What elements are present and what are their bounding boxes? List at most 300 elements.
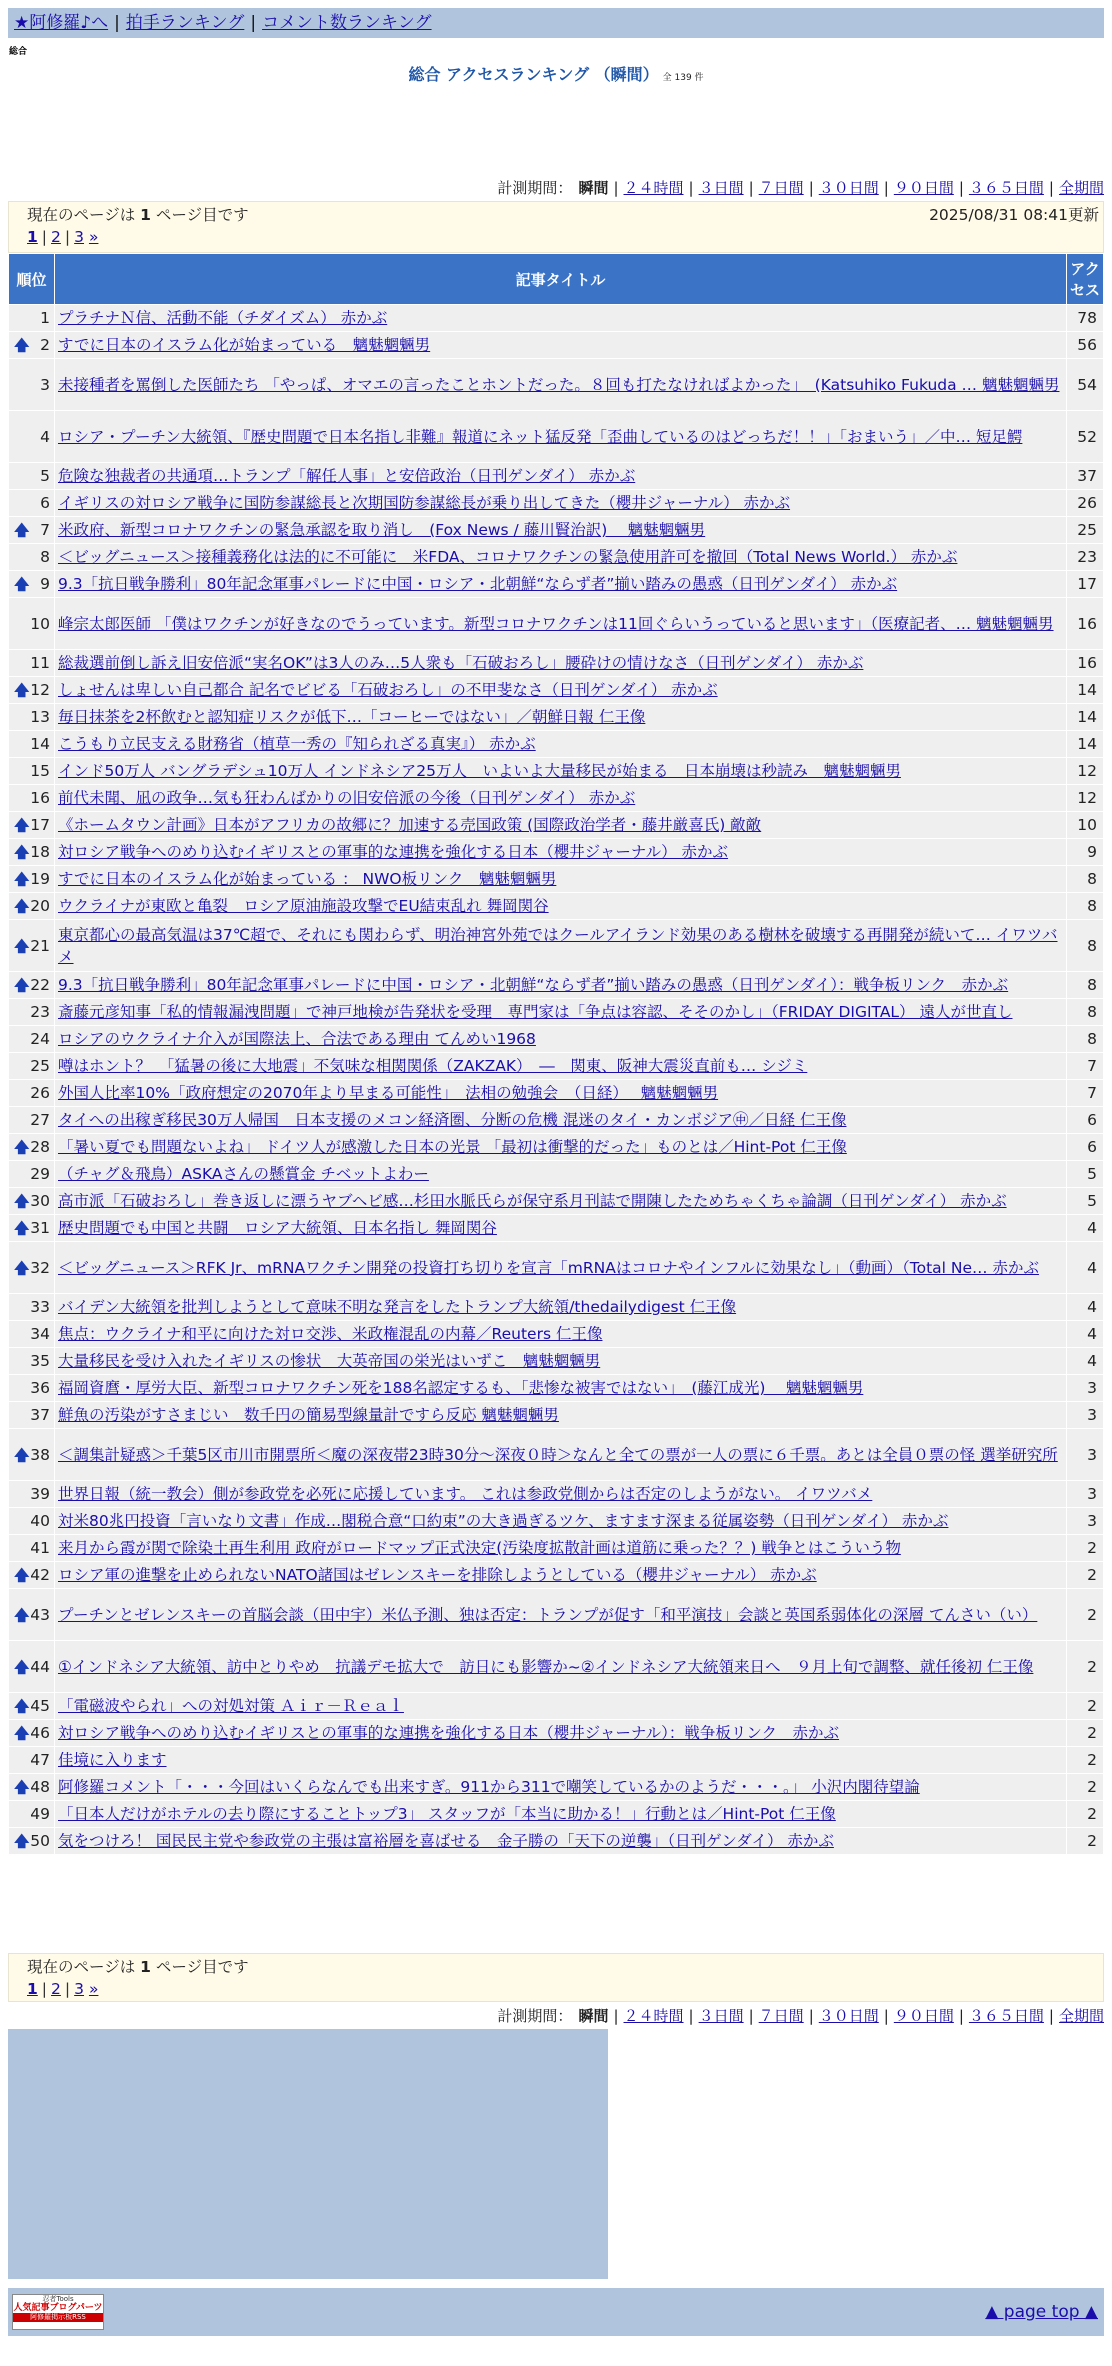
column-header-access: アクセス [1067, 254, 1104, 305]
footer-bar [8, 2288, 1104, 2336]
access-count: 6 [1067, 1107, 1104, 1134]
rank-number: 15 [30, 762, 50, 780]
table-row [9, 1774, 1104, 1801]
table-row [9, 785, 1104, 812]
article-title-link[interactable]: 大量移民を受け入れたイギリスの惨状 大英帝国の栄光はいずこ 魑魅魍魎男 [58, 1352, 601, 1370]
title-cell [55, 517, 1067, 544]
access-count: 4 [1067, 1321, 1104, 1348]
article-title-link[interactable]: ロシア・プーチン大統領、『歴史問題で日本名指し非難』報道にネット猛反発「歪曲しているのはどっちだ！！」「おまいう」／中… 短足鰐 [58, 427, 1023, 446]
period-30d-link[interactable]: ３０日間 [818, 179, 879, 197]
rank-number: 43 [30, 1605, 50, 1624]
rank-number: 22 [30, 976, 50, 994]
rank-cell [9, 1053, 55, 1080]
title-cell [55, 1080, 1067, 1107]
rank-number: 3 [40, 375, 50, 394]
access-count: 14 [1067, 677, 1104, 704]
rank-number: 48 [30, 1778, 50, 1796]
rank-up-arrow-icon: 🡅 [14, 1258, 30, 1277]
title-cell [55, 1429, 1067, 1481]
title-cell [55, 650, 1067, 677]
access-count: 8 [1067, 866, 1104, 893]
rank-number: 1 [40, 309, 50, 327]
article-title-link[interactable]: 外国人比率10%「政府想定の2070年より早まる可能性」 法相の勉強会 （日経） 魑魅魍魎男 [58, 1084, 719, 1102]
article-title-link[interactable]: しょせんは卑しい自己都合 記名でビビる「石破おろし」の不甲斐なさ（日刊ゲンダイ） 赤かぶ [58, 681, 718, 699]
rank-cell [9, 1161, 55, 1188]
table-row [9, 1508, 1104, 1535]
title-cell [55, 1774, 1067, 1801]
table-row [9, 893, 1104, 920]
table-row [9, 1161, 1104, 1188]
article-title-link[interactable]: すでに日本のイスラム化が始まっている ： NWO板リンク 魑魅魍魎男 [58, 870, 557, 888]
table-row [9, 920, 1104, 972]
access-count: 3 [1067, 1481, 1104, 1508]
title-cell [55, 1188, 1067, 1215]
table-row [9, 1562, 1104, 1589]
article-title-link[interactable]: 9.3「抗日戦争勝利」80年記念軍事パレードに中国・ロシア・北朝鮮“ならず者”揃い踏みの愚惑（日刊ゲンダイ） 赤かぶ [58, 575, 898, 593]
page-info-top [8, 201, 1104, 253]
rank-cell [9, 1747, 55, 1774]
rank-cell [9, 704, 55, 731]
rank-up-arrow-icon: 🡅 [14, 816, 30, 834]
rank-cell [9, 571, 55, 598]
title-cell [55, 1747, 1067, 1774]
pager-bottom: 1 | 2 | 3 » [27, 1980, 99, 1998]
table-row [9, 463, 1104, 490]
article-title-link[interactable]: 気をつけろ！ 国民民主党や参政党の主張は富裕層を喜ばせる 金子勝の「天下の逆襲」（日刊ゲンダイ） 赤かぶ [58, 1832, 834, 1850]
title-cell [55, 999, 1067, 1026]
access-count: 4 [1067, 1242, 1104, 1294]
access-count: 5 [1067, 1161, 1104, 1188]
period-3d-link[interactable]: ３日間 [698, 179, 744, 197]
access-count: 8 [1067, 999, 1104, 1026]
rank-number: 36 [30, 1379, 50, 1397]
home-link[interactable]: ★阿修羅♪へ [14, 13, 109, 33]
ninja-tools-badge[interactable]: 忍者Tools 人気記事ブログパーツ 阿修羅掲示板RSS [12, 2294, 104, 2330]
rank-number: 18 [30, 843, 50, 861]
article-title-link[interactable]: 危険な独裁者の共通項…トランプ「解任人事」と安倍政治（日刊ゲンダイ） 赤かぶ [58, 467, 636, 485]
table-row [9, 1693, 1104, 1720]
article-title-link[interactable]: 「暑い夏でも問題ないよね」 ドイツ人が感激した日本の光景 「最初は衝撃的だった」ものとは／Hint-Pot 仁王像 [58, 1138, 847, 1156]
title-cell [55, 1294, 1067, 1321]
access-count: 7 [1067, 1053, 1104, 1080]
table-row [9, 1828, 1104, 1855]
title-cell [55, 1828, 1067, 1855]
rank-cell [9, 1080, 55, 1107]
title-cell [55, 704, 1067, 731]
article-title-link[interactable]: 阿修羅コメント「・・・今回はいくらなんでも出来すぎ。911から311で嘲笑しているかのようだ・・・。」 小沢内閣待望論 [58, 1778, 920, 1796]
article-title-link[interactable]: 「電磁波やられ」への対処対策 Ａｉｒ－Ｒｅａｌ [58, 1697, 404, 1715]
rank-cell [9, 1535, 55, 1562]
article-title-link[interactable]: ①インドネシア大統領、訪中とりやめ 抗議デモ拡大で 訪日にも影響か~②インドネシア大統領来日へ ９月上旬で調整、就任後初 仁王像 [58, 1657, 1034, 1676]
table-header-row [9, 254, 1104, 305]
rank-cell [9, 1321, 55, 1348]
rank-number: 41 [30, 1539, 50, 1557]
nav-separator: | [114, 13, 120, 33]
article-title-link[interactable]: 東京都心の最高気温は37℃超で、それにも関わらず、明治神宮外苑ではクールアイランド効果のある樹林を破壊する再開発が続いて… イワツバメ [58, 925, 1058, 966]
rank-cell [9, 305, 55, 332]
rank-cell [9, 544, 55, 571]
rank-cell [9, 1402, 55, 1429]
article-title-link[interactable]: 歴史問題でも中国と共闘 ロシア大統領、日本名指し 舞岡関谷 [58, 1219, 497, 1237]
table-row [9, 650, 1104, 677]
table-row [9, 704, 1104, 731]
rank-number: 16 [30, 789, 50, 807]
rank-number: 34 [30, 1325, 50, 1343]
rank-cell [9, 1641, 55, 1693]
period-90d-link[interactable]: ９０日間 [893, 179, 954, 197]
article-title-link[interactable]: ウクライナが東欧と亀裂 ロシア原油施設攻撃でEU結束乱れ 舞岡関谷 [58, 897, 549, 915]
article-title-link[interactable]: （チャグ＆飛鳥）ASKAさんの懸賞金 チベットよわー [58, 1165, 429, 1183]
article-title-link[interactable]: 総裁選前倒し訴え旧安倍派“実名OK”は3人のみ…5人衆も「石破おろし」腰砕けの情けなさ（日刊ゲンダイ） 赤かぶ [58, 654, 864, 672]
table-row [9, 1348, 1104, 1375]
page-title [0, 62, 1112, 85]
pager-page-3[interactable]: 3 [74, 1980, 85, 1998]
table-row [9, 1375, 1104, 1402]
table-row [9, 1429, 1104, 1481]
rank-up-arrow-icon: 🡅 [14, 1445, 30, 1464]
rank-cell [9, 893, 55, 920]
rank-up-arrow-icon: 🡅 [14, 575, 30, 593]
period-7d-link[interactable]: ７日間 [758, 2007, 804, 2025]
rank-cell [9, 1107, 55, 1134]
category-label: 総合 [9, 47, 28, 57]
ranking-table-body [9, 305, 1104, 1855]
rank-cell [9, 920, 55, 972]
title-cell [55, 866, 1067, 893]
period-24h-link[interactable]: ２４時間 [623, 179, 684, 197]
table-row [9, 305, 1104, 332]
access-count: 2 [1067, 1589, 1104, 1641]
rank-number: 25 [30, 1057, 50, 1075]
table-row [9, 758, 1104, 785]
access-count: 3 [1067, 1429, 1104, 1481]
rank-cell [9, 359, 55, 411]
article-title-link[interactable]: 対米80兆円投資「言いなり文書」作成…閣税合意“口約束”の大き過ぎるツケ、ますます深まる従属姿勢（日刊ゲンダイ） 赤かぶ [58, 1512, 949, 1530]
title-cell [55, 920, 1067, 972]
rank-number: 2 [40, 336, 50, 354]
rank-cell [9, 1215, 55, 1242]
rank-number: 26 [30, 1084, 50, 1102]
pager-page-2[interactable]: 2 [51, 228, 61, 246]
article-title-link[interactable]: プラチナＮ信、活動不能（チダイズム） 赤かぶ [58, 309, 388, 327]
page-info-bottom [8, 1953, 1104, 2002]
title-cell [55, 1535, 1067, 1562]
period-all-link[interactable]: 全期間 [1058, 179, 1104, 197]
rank-number: 10 [30, 614, 50, 633]
article-title-link[interactable]: 前代未聞、凪の政争…気も狂わんばかりの旧安倍派の今後（日刊ゲンダイ） 赤かぶ [58, 789, 636, 807]
period-30d-link[interactable]: ３０日間 [818, 2007, 879, 2025]
period-365d-link[interactable]: ３６５日間 [968, 2007, 1044, 2025]
item-count: 全 139 件 [662, 73, 704, 83]
rank-cell [9, 1242, 55, 1294]
title-cell [55, 1693, 1067, 1720]
article-title-link[interactable]: ロシア軍の進撃を止められないNATO諸国はゼレンスキーを排除しようとしている（櫻井ジャーナル） 赤かぶ [58, 1566, 817, 1584]
rank-cell [9, 1188, 55, 1215]
rank-cell [9, 650, 55, 677]
article-title-link[interactable]: 佳境に入ります [58, 1751, 167, 1769]
access-count: 2 [1067, 1801, 1104, 1828]
access-count: 16 [1067, 598, 1104, 650]
article-title-link[interactable]: 福岡資麿・厚労大臣、新型コロナワクチン死を188名認定するも、「悲惨な被害ではない」 (藤江成光) 魑魅魍魎男 [58, 1379, 864, 1397]
rank-number: 4 [40, 427, 50, 446]
rank-up-arrow-icon: 🡅 [14, 1832, 30, 1850]
pager-page-3[interactable]: 3 [74, 228, 85, 246]
title-cell [55, 1348, 1067, 1375]
access-count: 2 [1067, 1535, 1104, 1562]
comment-ranking-link[interactable]: コメント数ランキング [262, 13, 432, 33]
rank-cell [9, 758, 55, 785]
access-count: 4 [1067, 1294, 1104, 1321]
period-365d-link[interactable]: ３６５日間 [968, 179, 1044, 197]
title-cell [55, 1215, 1067, 1242]
article-title-link[interactable]: イギリスの対ロシア戦争に国防参謀総長と次期国防参謀総長が乗り出してきた（櫻井ジャーナル） 赤かぶ [58, 494, 791, 512]
table-row [9, 999, 1104, 1026]
title-cell [55, 490, 1067, 517]
rank-cell [9, 1562, 55, 1589]
access-count: 2 [1067, 1693, 1104, 1720]
table-row [9, 1801, 1104, 1828]
table-row [9, 839, 1104, 866]
table-row [9, 359, 1104, 411]
access-count: 78 [1067, 305, 1104, 332]
rank-up-arrow-icon: 🡅 [14, 1219, 30, 1237]
table-row [9, 1294, 1104, 1321]
rank-up-arrow-icon: 🡅 [14, 1192, 30, 1210]
table-row [9, 1242, 1104, 1294]
rank-up-arrow-icon: 🡅 [14, 976, 30, 994]
article-title-link[interactable]: 噂はホント？ 「猛暑の後に大地震」不気味な相関関係（ZAKZAK） ― 関東、阪神大震災直前も… シジミ [58, 1057, 808, 1075]
current-page-text: 現在のページは 1 ページ目です [27, 206, 249, 224]
article-title-link[interactable]: ＜調集計疑惑＞千葉5区市川市開票所＜魔の深夜帯23時30分～深夜０時＞なんと全ての票が一人の票に６千票。あとは全員０票の怪 選挙研究所 [58, 1445, 1058, 1464]
article-title-link[interactable]: 対ロシア戦争へのめり込むイギリスとの軍事的な連携を強化する日本（櫻井ジャーナル）：戦争板リンク 赤かぶ [58, 1724, 840, 1742]
rank-cell [9, 1720, 55, 1747]
rank-number: 19 [30, 870, 50, 888]
rank-number: 11 [30, 654, 50, 672]
access-count: 2 [1067, 1562, 1104, 1589]
article-title-link[interactable]: 対ロシア戦争へのめり込むイギリスとの軍事的な連携を強化する日本（櫻井ジャーナル） 赤かぶ [58, 843, 729, 861]
pager-page-1[interactable]: 1 [27, 1980, 38, 1998]
title-cell [55, 1321, 1067, 1348]
rank-up-arrow-icon: 🡅 [14, 1724, 30, 1742]
title-cell [55, 1589, 1067, 1641]
rank-cell [9, 972, 55, 999]
title-cell [55, 1481, 1067, 1508]
period-label: 計測期間： [497, 2007, 573, 2025]
access-count: 8 [1067, 920, 1104, 972]
table-row [9, 1188, 1104, 1215]
ad-placeholder [8, 2029, 608, 2279]
access-count: 6 [1067, 1134, 1104, 1161]
pager-next[interactable]: » [88, 1980, 99, 1998]
article-title-link[interactable]: 斎藤元彦知事「私的情報漏洩問題」で神戸地検が告発状を受理 専門家は「争点は容認、そそのかし」（FRIDAY DIGITAL） 遠人が世直し [58, 1003, 1013, 1021]
access-count: 4 [1067, 1348, 1104, 1375]
rank-number: 39 [30, 1485, 50, 1503]
access-count: 2 [1067, 1720, 1104, 1747]
table-row [9, 1747, 1104, 1774]
pager-top: 1 | 2 | 3 » [27, 228, 99, 246]
column-header-title: 記事タイトル [55, 254, 1067, 305]
rank-up-arrow-icon: 🡅 [14, 1605, 30, 1624]
period-selector-top: 計測期間： 瞬間 | ２４時間 | ３日間 | ７日間 | ３０日間 | ９０日間 | ３６５日間 | 全期間 [497, 179, 1104, 197]
title-cell [55, 332, 1067, 359]
article-title-link[interactable]: 《ホームタウン計画》日本がアフリカの故郷に？加速する売国政策 (国際政治学者・藤井厳喜氏) 敵敵 [58, 816, 762, 834]
updated-timestamp: 2025/08/31 08:41更新 [929, 206, 1099, 224]
applause-ranking-link[interactable]: 拍手ランキング [125, 13, 245, 33]
pager-page-1[interactable]: 1 [27, 228, 38, 246]
top-nav-bar [8, 8, 1104, 38]
period-24h-link[interactable]: ２４時間 [623, 2007, 684, 2025]
title-cell [55, 839, 1067, 866]
title-cell [55, 598, 1067, 650]
rank-number: 46 [30, 1724, 50, 1742]
title-cell [55, 463, 1067, 490]
rank-cell [9, 1375, 55, 1402]
access-count: 8 [1067, 893, 1104, 920]
title-cell [55, 1641, 1067, 1693]
article-title-link[interactable]: すでに日本のイスラム化が始まっている 魑魅魍魎男 [58, 336, 431, 354]
article-title-link[interactable]: 9.3「抗日戦争勝利」80年記念軍事パレードに中国・ロシア・北朝鮮“ならず者”揃い踏みの愚惑（日刊ゲンダイ）：戦争板リンク 赤かぶ [58, 976, 1009, 994]
period-current: 瞬間 [578, 179, 609, 197]
rank-cell [9, 1348, 55, 1375]
table-row [9, 332, 1104, 359]
period-90d-link[interactable]: ９０日間 [893, 2007, 954, 2025]
access-count: 26 [1067, 490, 1104, 517]
title-cell [55, 758, 1067, 785]
period-label: 計測期間： [497, 179, 573, 197]
title-cell [55, 1562, 1067, 1589]
title-cell [55, 1720, 1067, 1747]
rank-number: 5 [40, 467, 50, 485]
table-row [9, 1720, 1104, 1747]
period-current: 瞬間 [578, 2007, 609, 2025]
rank-number: 33 [30, 1298, 50, 1316]
rank-up-arrow-icon: 🡅 [14, 1566, 30, 1584]
rank-cell [9, 839, 55, 866]
table-row [9, 972, 1104, 999]
table-row [9, 490, 1104, 517]
rank-cell [9, 411, 55, 463]
rank-number: 47 [30, 1751, 50, 1769]
title-cell [55, 1402, 1067, 1429]
title-cell [55, 972, 1067, 999]
access-count: 5 [1067, 1188, 1104, 1215]
article-title-link[interactable]: プーチンとゼレンスキーの首脳会談（田中宇）米仏予測、独は否定：トランプが促す「和平演技」会談と英国系弱体化の深層 てんさい（い） [58, 1605, 1038, 1624]
period-selector-bottom: 計測期間： 瞬間 | ２４時間 | ３日間 | ７日間 | ３０日間 | ９０日間 | ３６５日間 | 全期間 [497, 2007, 1104, 2025]
article-title-link[interactable]: 来月から霞が関で除染土再生利用 政府がロードマップ正式決定(汚染度拡散計画は道筋に乗った？？) 戦争とはこういう物 [58, 1539, 901, 1557]
rank-cell [9, 1828, 55, 1855]
table-row [9, 544, 1104, 571]
access-count: 9 [1067, 839, 1104, 866]
article-title-link[interactable]: こうもり立民支える財務省（植草一秀の『知られざる真実』） 赤かぶ [58, 735, 536, 753]
access-count: 4 [1067, 1215, 1104, 1242]
article-title-link[interactable]: ＜ビッグニュース＞RFK Jr、mRNAワクチン開発の投資打ち切りを宣言「mRNAはコロナやインフルに効果なし」（動画）（Total Ne… 赤かぶ [58, 1258, 1039, 1277]
rank-up-arrow-icon: 🡅 [14, 521, 30, 539]
table-row [9, 1535, 1104, 1562]
access-count: 23 [1067, 544, 1104, 571]
title-cell [55, 1134, 1067, 1161]
title-cell [55, 1053, 1067, 1080]
article-title-link[interactable]: タイへの出稼ぎ移民30万人帰国 日本支援のメコン経済圏、分断の危機 混迷のタイ・カンボジア㊥／日経 仁王像 [58, 1111, 847, 1129]
page-top-link[interactable]: ▲ page top ▲ [985, 2302, 1098, 2322]
article-title-link[interactable]: 米政府、新型コロナワクチンの緊急承認を取り消し (Fox News / 藤川賢治訳) 魑魅魍魎男 [58, 521, 706, 539]
article-title-link[interactable]: 高市派「石破おろし」巻き返しに漂うヤブヘビ感…杉田水脈氏らが保守系月刊誌で開陳したためちゃくちゃ論調（日刊ゲンダイ） 赤かぶ [58, 1192, 1007, 1210]
pager-page-2[interactable]: 2 [51, 1980, 61, 1998]
table-row [9, 812, 1104, 839]
rank-number: 17 [30, 816, 50, 834]
access-count: 17 [1067, 571, 1104, 598]
period-3d-link[interactable]: ３日間 [698, 2007, 744, 2025]
article-title-link[interactable]: バイデン大統領を批判しようとして意味不明な発言をしたトランプ大統領/thedailydigest 仁王像 [58, 1298, 737, 1316]
access-count: 14 [1067, 704, 1104, 731]
table-row [9, 1402, 1104, 1429]
rank-number: 23 [30, 1003, 50, 1021]
rank-number: 40 [30, 1512, 50, 1530]
article-title-link[interactable]: 毎日抹茶を2杯飲むと認知症リスクが低下…「コーヒーではない」／朝鮮日報 仁王像 [58, 708, 646, 726]
rank-number: 14 [30, 735, 50, 753]
rank-number: 45 [30, 1697, 50, 1715]
title-cell [55, 1375, 1067, 1402]
table-row [9, 1589, 1104, 1641]
title-cell [55, 411, 1067, 463]
rank-number: 21 [30, 936, 50, 955]
article-title-link[interactable]: 世界日報（統一教会）側が参政党を必死に応援しています。 これは参政党側からは否定のしようがない。 イワツバメ [58, 1485, 873, 1503]
table-row [9, 571, 1104, 598]
title-cell [55, 812, 1067, 839]
article-title-link[interactable]: ＜ビッグニュース＞接種義務化は法的に不可能に 米FDA、コロナワクチンの緊急使用許可を撤回（Total News World.） 赤かぶ [58, 548, 958, 566]
article-title-link[interactable]: 未接種者を罵倒した医師たち 「やっぱ、オマエの言ったことホントだった。８回も打たなければよかった」 (Katsuhiko Fukuda … 魑魅魍魎男 [58, 375, 1060, 394]
title-cell [55, 1026, 1067, 1053]
rank-number: 38 [30, 1445, 50, 1464]
rank-cell [9, 677, 55, 704]
rank-cell [9, 1508, 55, 1535]
table-row [9, 1481, 1104, 1508]
article-title-link[interactable]: 鮮魚の汚染がすさまじい 数千円の簡易型線量計ですら反応 魑魅魍魎男 [58, 1406, 559, 1424]
title-cell [55, 1161, 1067, 1188]
access-count: 3 [1067, 1508, 1104, 1535]
table-row [9, 731, 1104, 758]
rank-number: 9 [40, 575, 50, 593]
rank-number: 7 [40, 521, 50, 539]
access-count: 52 [1067, 411, 1104, 463]
rank-number: 44 [30, 1657, 50, 1676]
article-title-link[interactable]: 焦点：ウクライナ和平に向けた対ロ交渉、米政権混乱の内幕／Reuters 仁王像 [58, 1325, 603, 1343]
table-row [9, 1215, 1104, 1242]
title-cell [55, 1107, 1067, 1134]
period-7d-link[interactable]: ７日間 [758, 179, 804, 197]
page-title-text: 総合 アクセスランキング （瞬間） [408, 65, 659, 84]
article-title-link[interactable]: 「日本人だけがホテルの去り際にすることトップ3」 スタッフが「本当に助かる！」行動とは／Hint-Pot 仁王像 [58, 1805, 836, 1823]
rank-up-arrow-icon: 🡅 [14, 843, 30, 861]
article-title-link[interactable]: インド50万人 バングラデシュ10万人 インドネシア25万人 いよいよ大量移民が始まる 日本崩壊は秒読み 魑魅魍魎男 [58, 762, 901, 780]
rank-number: 32 [30, 1258, 50, 1277]
rank-up-arrow-icon: 🡅 [14, 870, 30, 888]
pager-next[interactable]: » [88, 228, 99, 246]
rank-cell [9, 463, 55, 490]
period-all-link[interactable]: 全期間 [1058, 2007, 1104, 2025]
rank-cell [9, 812, 55, 839]
access-count: 2 [1067, 1828, 1104, 1855]
access-count: 8 [1067, 1026, 1104, 1053]
rank-number: 28 [30, 1138, 50, 1156]
table-row [9, 1026, 1104, 1053]
rank-number: 42 [30, 1566, 50, 1584]
access-count: 2 [1067, 1747, 1104, 1774]
rank-number: 29 [30, 1165, 50, 1183]
article-title-link[interactable]: 峰宗太郎医師 「僕はワクチンが好きなのでうっています。新型コロナワクチンは11回ぐらいうっていると思います」（医療記者、… 魑魅魍魎男 [58, 614, 1054, 633]
rank-number: 8 [40, 548, 50, 566]
article-title-link[interactable]: ロシアのウクライナ介入が国際法上、合法である理由 てんめい1968 [58, 1030, 536, 1048]
rank-up-arrow-icon: 🡅 [14, 1697, 30, 1715]
